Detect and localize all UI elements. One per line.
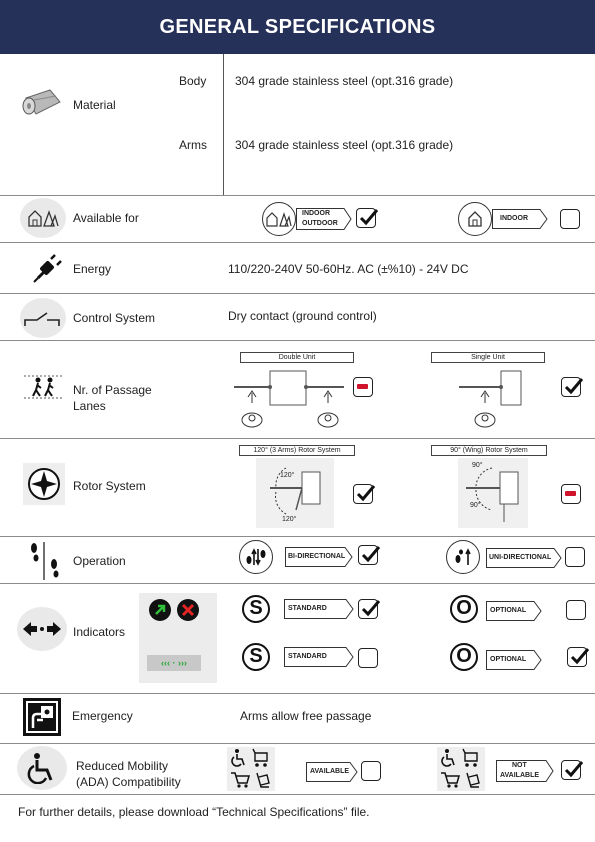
- footsteps-icon: [26, 540, 64, 587]
- body-label: Body: [179, 74, 207, 88]
- material-label: Material: [73, 98, 116, 112]
- indoor-outdoor-line1: INDOOR: [302, 210, 330, 217]
- mobility-icons-1: [227, 747, 275, 791]
- optional-tag-1-text: OPTIONAL: [490, 607, 527, 614]
- control-value: Dry contact (ground control): [228, 309, 377, 323]
- bi-directional-checkbox[interactable]: [358, 545, 378, 565]
- steel-roll-icon: [20, 88, 62, 123]
- indoor-outdoor-checkbox[interactable]: [356, 208, 376, 228]
- energy-value: 110/220-240V 50-60Hz. AC (±%10) - 24V DC: [228, 262, 469, 276]
- rotor-icon: [23, 463, 65, 505]
- ada-not-available-checkbox[interactable]: [561, 760, 581, 780]
- not-available-line1: NOT: [512, 762, 527, 769]
- uni-directional-checkbox[interactable]: [565, 547, 585, 567]
- led-arrow-bar: [147, 655, 201, 671]
- divider: [0, 293, 595, 294]
- bi-directional-tag: [285, 547, 353, 565]
- lanes-label-line2: Lanes: [73, 399, 106, 413]
- arms-value: 304 grade stainless steel (opt.316 grade): [235, 138, 454, 152]
- uni-directional-text: UNI-DIRECTIONAL: [489, 554, 552, 561]
- optional-tag-1: [486, 601, 542, 619]
- not-available-line2: AVAILABLE: [500, 772, 540, 779]
- rotor-120-checkbox[interactable]: [353, 484, 373, 504]
- indoor-tag: [492, 209, 548, 227]
- indoor-icon: [458, 202, 492, 236]
- emergency-icon: [23, 698, 61, 736]
- check-icon: [360, 543, 382, 565]
- standard-checkbox-1[interactable]: [358, 599, 378, 619]
- uni-directional-icon: [446, 540, 480, 574]
- wheelchair-icon: [17, 746, 67, 790]
- rotor-90-diagram: [458, 458, 528, 528]
- arrows-icon: [17, 607, 67, 651]
- available-label: Available for: [73, 211, 139, 225]
- standard-s-icon-2: S: [242, 643, 270, 671]
- check-icon: [360, 597, 382, 619]
- arms-label: Arms: [179, 138, 207, 152]
- single-unit-diagram: [455, 365, 525, 436]
- emergency-label: Emergency: [72, 709, 133, 723]
- green-arrow-icon: [149, 599, 171, 621]
- divider: [0, 794, 595, 795]
- rotor-90-top: 90°: [472, 462, 483, 469]
- ada-label-line2: (ADA) Compatibility: [76, 775, 181, 789]
- uni-directional-tag: [486, 548, 562, 566]
- indicators-label: Indicators: [73, 625, 126, 639]
- double-unit-caption: Double Unit: [240, 352, 354, 363]
- building-tree-icon: [20, 198, 66, 238]
- mobility-icons-2: [437, 747, 485, 791]
- optional-tag-2: [486, 650, 542, 668]
- led-arrow-text: ‹‹‹ · ›››: [161, 658, 187, 668]
- bi-directional-icon: [239, 540, 273, 574]
- rotor-90-caption: 90° (Wing) Rotor System: [431, 445, 547, 456]
- indoor-outdoor-tag: [296, 208, 352, 230]
- rotor-label: Rotor System: [73, 479, 146, 493]
- rotor-90-bottom: 90°: [470, 502, 481, 509]
- indoor-checkbox[interactable]: [560, 209, 580, 229]
- divider: [0, 536, 595, 537]
- indoor-tag-text: INDOOR: [500, 215, 528, 222]
- ada-label-line1: Reduced Mobility: [76, 759, 169, 773]
- indicator-panel: [139, 593, 217, 683]
- standard-tag-1-text: STANDARD: [288, 605, 327, 612]
- rotor-120-top: 120°: [280, 472, 295, 479]
- divider: [0, 195, 595, 196]
- divider: [0, 438, 595, 439]
- operation-label: Operation: [73, 554, 126, 568]
- rotor-120-diagram: [256, 458, 334, 528]
- divider: [0, 693, 595, 694]
- plug-icon: [32, 254, 64, 289]
- divider: [0, 743, 595, 744]
- standard-tag-2: [284, 647, 354, 665]
- check-icon: [563, 758, 585, 780]
- double-unit-diagram: [232, 365, 352, 436]
- red-cross-icon: [177, 599, 199, 621]
- optional-checkbox-2[interactable]: [567, 647, 587, 667]
- page-title: GENERAL SPECIFICATIONS: [0, 0, 595, 54]
- optional-o-icon-2: O: [450, 643, 478, 671]
- lanes-label-line1: Nr. of Passage: [73, 383, 152, 397]
- standard-tag-1: [284, 599, 354, 617]
- divider: [0, 340, 595, 341]
- vertical-divider: [223, 54, 224, 195]
- standard-tag-2-text: STANDARD: [288, 653, 327, 660]
- single-unit-caption: Single Unit: [431, 352, 545, 363]
- check-icon: [563, 375, 585, 397]
- double-unit-minus[interactable]: [353, 377, 373, 397]
- standard-s-icon: S: [242, 595, 270, 623]
- rotor-120-caption: 120° (3 Arms) Rotor System: [239, 445, 355, 456]
- footer-note: For further details, please download “Technical Specifications” file.: [18, 805, 370, 819]
- control-label: Control System: [73, 311, 156, 325]
- standard-checkbox-2[interactable]: [358, 648, 378, 668]
- optional-tag-2-text: OPTIONAL: [490, 656, 527, 663]
- ada-available-checkbox[interactable]: [361, 761, 381, 781]
- not-available-tag: [496, 760, 554, 782]
- optional-checkbox-1[interactable]: [566, 600, 586, 620]
- bi-directional-text: BI-DIRECTIONAL: [288, 553, 346, 560]
- body-value: 304 grade stainless steel (opt.316 grade): [235, 74, 454, 88]
- available-tag: [306, 762, 358, 780]
- check-icon: [355, 482, 377, 504]
- optional-o-icon-1: O: [450, 595, 478, 623]
- switch-icon: [20, 298, 66, 338]
- energy-label: Energy: [73, 262, 112, 276]
- emergency-value: Arms allow free passage: [240, 709, 372, 723]
- pedestrians-icon: [24, 372, 64, 405]
- single-unit-checkbox[interactable]: [561, 377, 581, 397]
- check-icon: [358, 206, 380, 228]
- available-tag-text: AVAILABLE: [310, 768, 350, 775]
- check-icon: [569, 645, 591, 667]
- rotor-120-bottom: 120°: [282, 516, 297, 523]
- divider: [0, 242, 595, 243]
- rotor-90-minus[interactable]: [561, 484, 581, 504]
- indoor-outdoor-line2: OUTDOOR: [302, 220, 338, 227]
- indoor-outdoor-icon: [262, 202, 296, 236]
- divider: [0, 583, 595, 584]
